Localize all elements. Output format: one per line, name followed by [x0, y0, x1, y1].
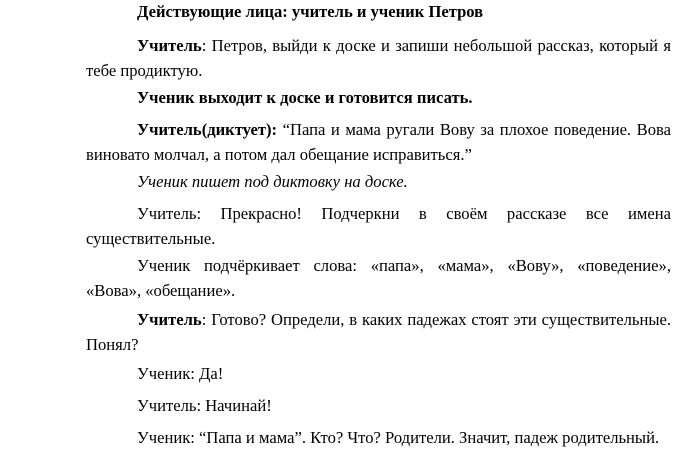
paragraph-text: : Готово? Определи, в каких падежах стоят эти существительные. Понял? — [86, 310, 671, 354]
speaker-label: Учитель — [137, 310, 202, 329]
paragraph-text: “Папа и мама ругали Вову за плохое поведение. Вова виновато молчал, а потом дал обещание исправиться.” — [86, 120, 671, 164]
paragraph-student-answer: Ученик: “Папа и мама”. Кто? Что? Родители. Значит, падеж родительный. — [137, 428, 660, 447]
stage-direction-goes-to-board: Ученик выходит к доске и готовится писать. — [137, 88, 473, 107]
cast-heading: Действующие лица: учитель и ученик Петров — [137, 2, 484, 21]
speaker-label: Учитель — [137, 36, 202, 55]
paragraph-teacher-begin: Учитель: Начинай! — [137, 396, 272, 415]
speaker-label: Учитель(диктует): — [137, 120, 278, 139]
stage-direction-writes: Ученик пишет под диктовку на доске. — [137, 172, 408, 191]
paragraph-teacher-intro — [86, 33, 671, 83]
paragraph-determine-cases — [86, 307, 671, 357]
paragraph-student-underlines: Ученик подчёркивает слова: «папа», «мама», «Вову», «поведение», «Вова», «обещание». — [86, 256, 671, 300]
paragraph-student-yes: Ученик: Да! — [137, 364, 224, 383]
paragraph-text: : Петров, выйди к доске и запиши небольшой рассказ, который я тебе продиктую. — [86, 36, 671, 80]
paragraph-underline-nouns: Учитель: Прекрасно! Подчеркни в своём рассказе все имена существительные. — [86, 204, 671, 248]
paragraph-dictation — [86, 117, 671, 167]
